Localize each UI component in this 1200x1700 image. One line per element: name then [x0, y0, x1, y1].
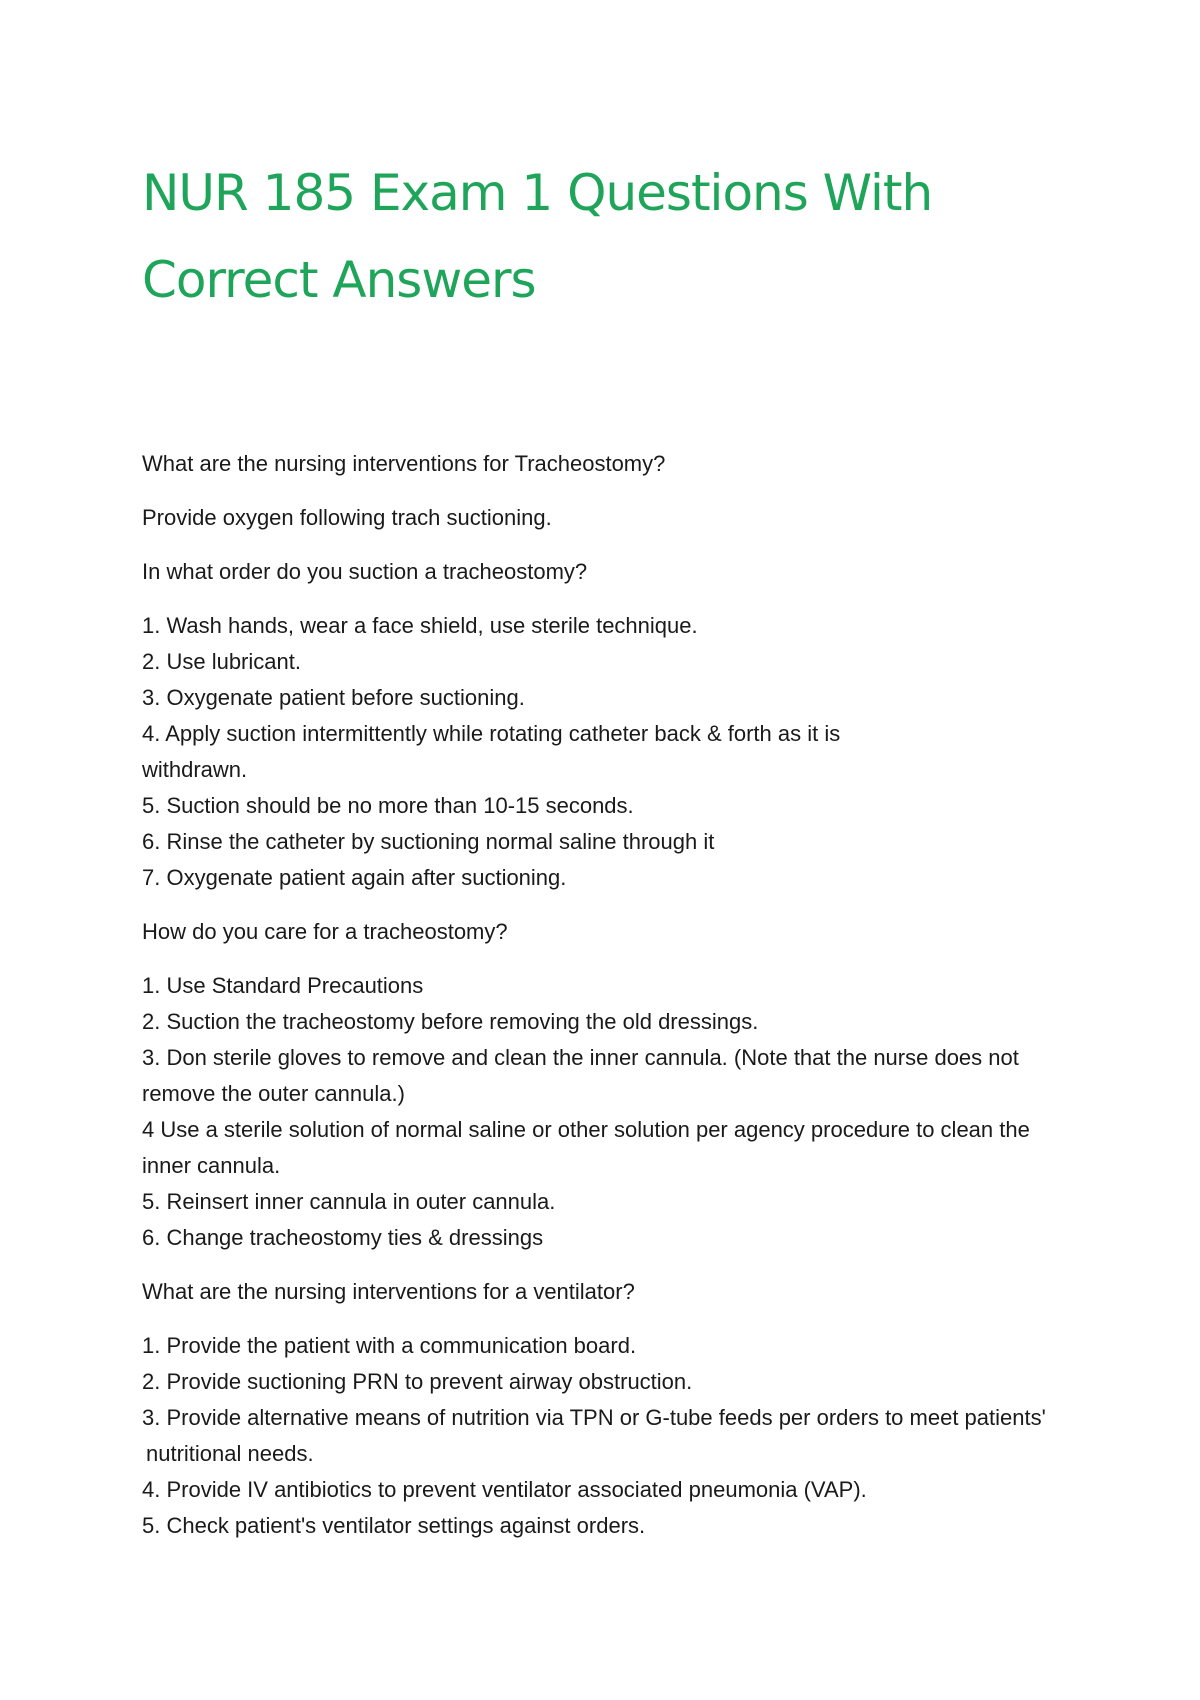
answer-3-step: 1. Use Standard Precautions [142, 973, 424, 998]
answer-2-step: 2. Use lubricant. [142, 649, 301, 674]
document-title: NUR 185 Exam 1 Questions With Correct Answers [142, 164, 933, 309]
answer-4-step: nutritional needs. [146, 1441, 314, 1466]
answer-3-step: 5. Reinsert inner cannula in outer cannula. [142, 1189, 556, 1214]
answer-4-step: 2. Provide suctioning PRN to prevent airway obstruction. [142, 1369, 693, 1394]
answer-3-step: inner cannula. [142, 1153, 281, 1178]
answer-3-step: remove the outer cannula.) [142, 1081, 405, 1106]
answer-4-step: 3. Provide alternative means of nutrition via TPN or G-tube feeds per orders to meet patients' [142, 1405, 1046, 1430]
answer-3-step: 2. Suction the tracheostomy before removing the old dressings. [142, 1009, 759, 1034]
answer-2-step: 1. Wash hands, wear a face shield, use sterile technique. [142, 613, 698, 638]
answer-2-step: withdrawn. [142, 757, 248, 782]
question-1: What are the nursing interventions for Tracheostomy? [142, 451, 666, 476]
answer-2-step: 6. Rinse the catheter by suctioning normal saline through it [142, 829, 715, 854]
answer-4-list [142, 1328, 1072, 1544]
answer-3-step: 6. Change tracheostomy ties & dressings [142, 1225, 544, 1250]
question-3: How do you care for a tracheostomy? [142, 919, 508, 944]
answer-2-step: 4. Apply suction intermittently while rotating catheter back & forth as it is [142, 721, 841, 746]
answer-2-list [142, 608, 1072, 896]
answer-3-step: 4 Use a sterile solution of normal saline or other solution per agency procedure to clean the [142, 1117, 1030, 1142]
answer-4-step: 4. Provide IV antibiotics to prevent ventilator associated pneumonia (VAP). [142, 1477, 867, 1502]
answer-2-step: 7. Oxygenate patient again after suctioning. [142, 865, 567, 890]
answer-3-step: 3. Don sterile gloves to remove and clean the inner cannula. (Note that the nurse does not [142, 1045, 1019, 1070]
qa-content [142, 446, 1072, 1562]
answer-4-step: 1. Provide the patient with a communication board. [142, 1333, 637, 1358]
question-2: In what order do you suction a tracheostomy? [142, 559, 588, 584]
question-4: What are the nursing interventions for a ventilator? [142, 1279, 635, 1304]
answer-4-step: 5. Check patient's ventilator settings against orders. [142, 1513, 646, 1538]
answer-2-step: 3. Oxygenate patient before suctioning. [142, 685, 525, 710]
answer-1: Provide oxygen following trach suctioning. [142, 505, 552, 530]
answer-2-step: 5. Suction should be no more than 10-15 seconds. [142, 793, 634, 818]
answer-3-list [142, 968, 1072, 1256]
